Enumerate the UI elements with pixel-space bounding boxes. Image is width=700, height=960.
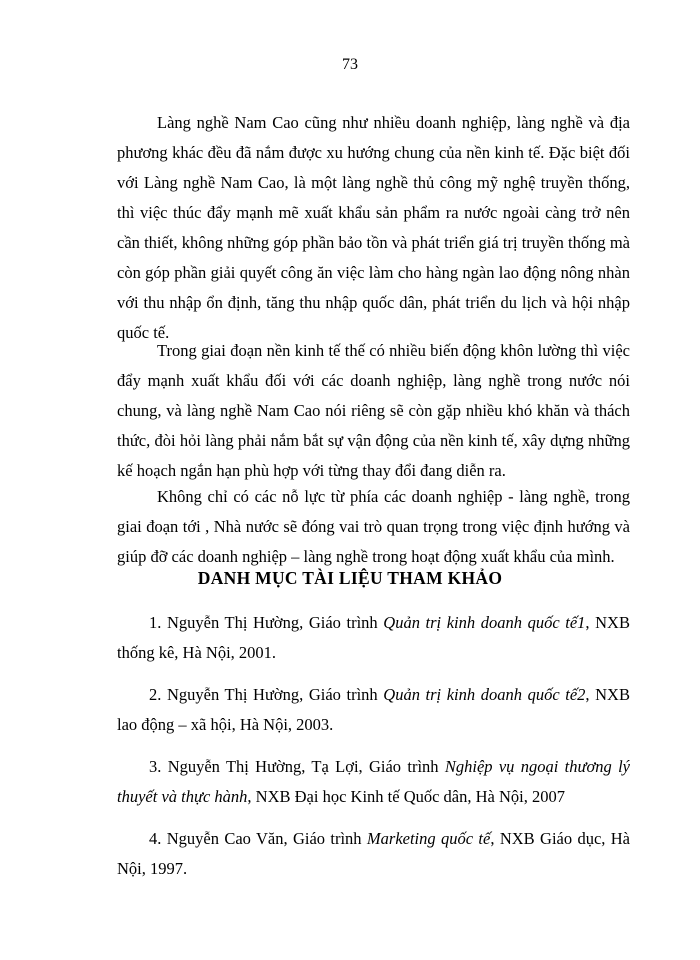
reference-item-1 xyxy=(117,608,630,668)
reference-list xyxy=(117,608,630,896)
reference-item-2 xyxy=(117,680,630,740)
reference-title: Marketing quốc tế xyxy=(366,829,491,848)
paragraph-2: Trong giai đoạn nền kinh tế thế có nhiều biến động khôn lường thì việc đẩy mạnh xuất khẩu đối với các doanh nghiệp, làng nghề trong nước nói chung, và làng nghề Nam Cao nói riêng sẽ còn gặp nhiều khó khăn và thách thức, đòi hỏi làng phải nắm bắt sự vận động của nền kinh tế, xây dựng những kế hoạch ngắn hạn phù hợp với từng thay đổi đang diễn ra. xyxy=(117,341,630,480)
reference-item-4 xyxy=(117,824,630,884)
reference-prefix: 1. Nguyễn Thị Hường, Giáo trình xyxy=(149,613,384,632)
reference-title: Quản trị kinh doanh quốc tế1 xyxy=(383,613,586,632)
reference-title: Quản trị kinh doanh quốc tế2 xyxy=(383,685,586,704)
reference-prefix: 3. Nguyễn Thị Hường, Tạ Lợi, Giáo trình xyxy=(149,757,445,776)
reference-item-3 xyxy=(117,752,630,812)
reference-suffix: , NXB thống kê, Hà Nội, 2001. xyxy=(117,613,630,662)
reference-prefix: 4. Nguyễn Cao Văn, Giáo trình xyxy=(149,829,367,848)
reference-prefix: 2. Nguyễn Thị Hường, Giáo trình xyxy=(149,685,384,704)
reference-suffix: , NXB lao động – xã hội, Hà Nội, 2003. xyxy=(117,685,630,734)
references-heading: DANH MỤC TÀI LIỆU THAM KHẢO xyxy=(197,568,503,588)
paragraph-1: Làng nghề Nam Cao cũng như nhiều doanh nghiệp, làng nghề và địa phương khác đều đã nắm được xu hướng chung của nền kinh tế. Đặc biệt đối với Làng nghề Nam Cao, là một làng nghề thủ công mỹ nghệ truyền thống, thì việc thúc đẩy mạnh mẽ xuất khẩu sản phẩm ra nước ngoài càng trở nên cần thiết, không những góp phần bảo tồn và phát triển giá trị truyền thống mà còn góp phần giải quyết công ăn việc làm cho hàng ngàn lao động nông nhàn với thu nhập ổn định, tăng thu nhập quốc dân, phát triển du lịch và hội nhập quốc tế. xyxy=(117,113,630,342)
paragraph-3: Không chỉ có các nỗ lực từ phía các doanh nghiệp - làng nghề, trong giai đoạn tới , Nhà nước sẽ đóng vai trò quan trọng trong việc định hướng và giúp đỡ các doanh nghiệp – làng nghề trong hoạt động xuất khẩu của mình. xyxy=(117,487,630,566)
reference-suffix: , NXB Đại học Kinh tế Quốc dân, Hà Nội, 2007 xyxy=(247,787,565,806)
reference-title: Nghiệp vụ ngoại thương lý thuyết và thực hành xyxy=(117,757,631,806)
reference-suffix: , NXB Giáo dục, Hà Nội, 1997. xyxy=(117,829,630,878)
page-number: 73 xyxy=(342,56,358,73)
